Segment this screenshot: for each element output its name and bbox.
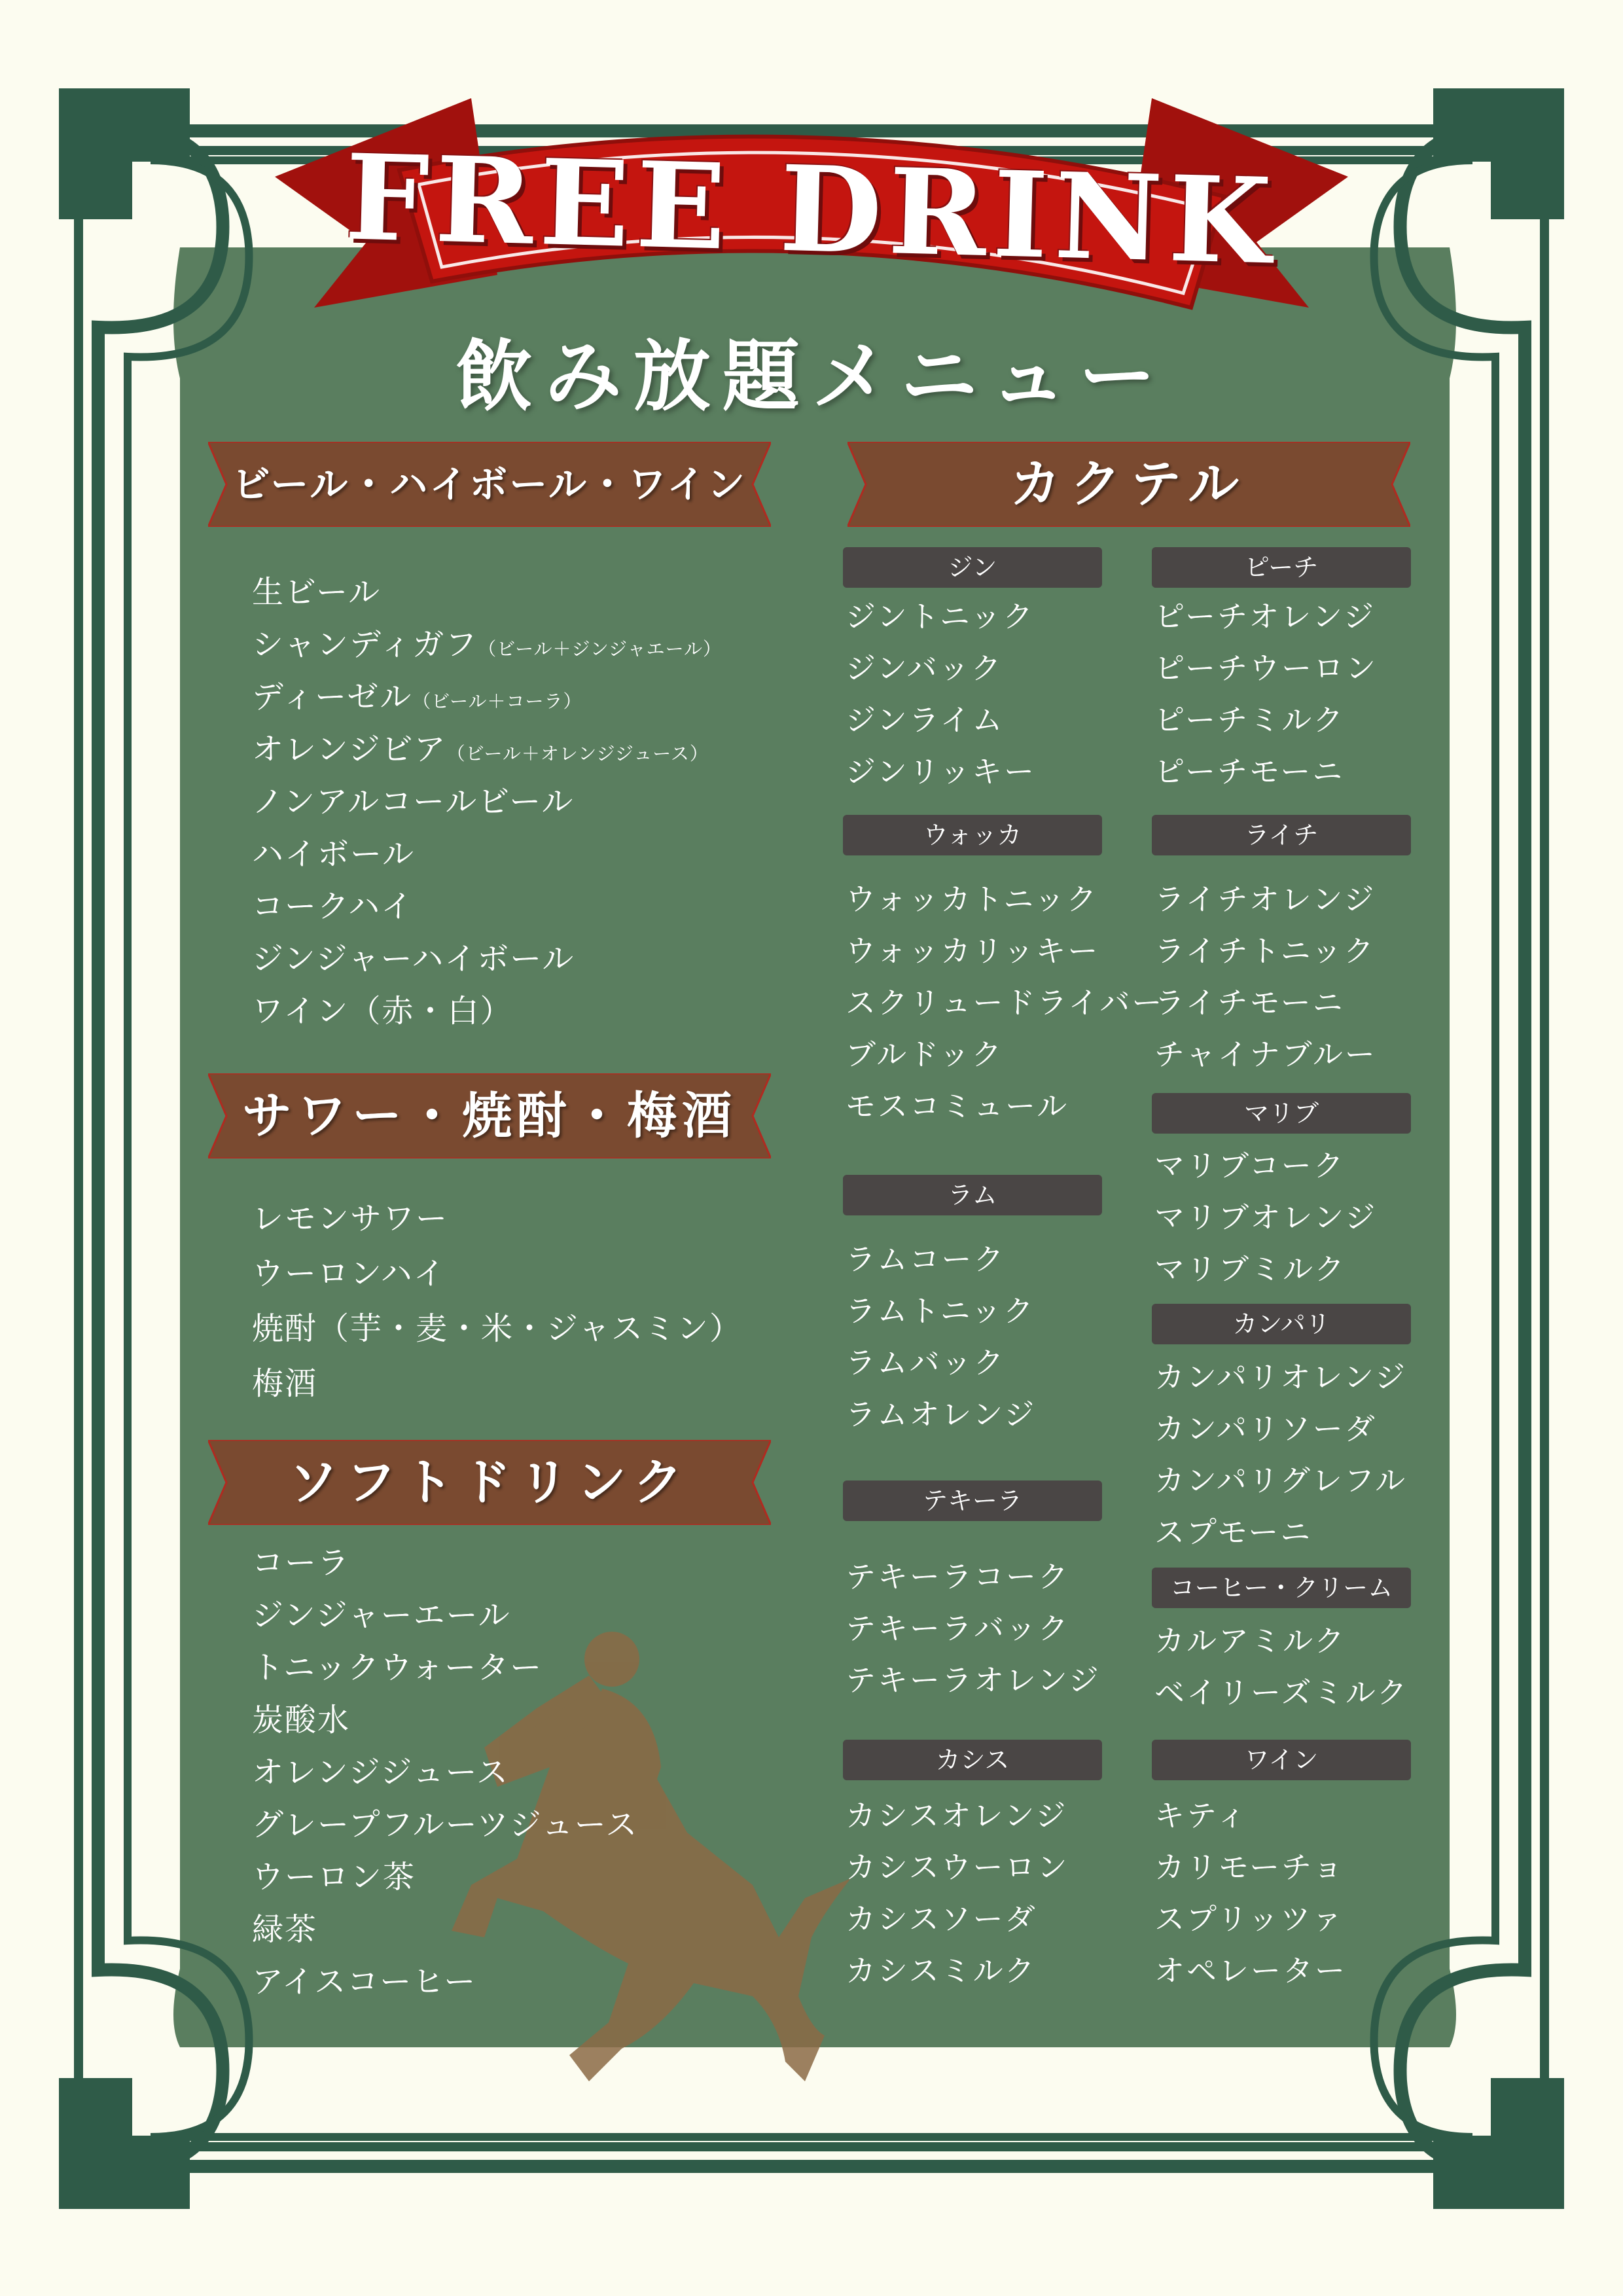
list-item: ウーロン茶 (252, 1859, 416, 1895)
list-item: ラムバック (846, 1345, 1006, 1380)
banner-cocktail-label: カクテル (1009, 455, 1249, 514)
category-peach-items (1154, 591, 1378, 798)
list-item: ラムトニック (846, 1293, 1035, 1329)
banner-soft (208, 1440, 771, 1525)
beer-list (252, 566, 722, 1037)
list-item: トニックウォーター (252, 1649, 543, 1686)
list-item: ライチモーニ (1154, 985, 1345, 1020)
list-item: テキーラバック (846, 1611, 1070, 1646)
banner-soft-label: ソフトドリンク (288, 1453, 691, 1511)
list-item: ジンライム (846, 702, 1005, 738)
banner-cocktail (847, 442, 1410, 527)
category-wine: ワイン (1152, 1740, 1411, 1780)
category-lychee: ライチ (1152, 815, 1411, 855)
list-item: カンパリオレンジ (1154, 1359, 1408, 1395)
list-item: マリブミルク (1154, 1251, 1347, 1287)
list-item: ウォッカトニック (846, 882, 1099, 917)
list-item: オレンジジュース (252, 1754, 510, 1791)
list-item: カシスオレンジ (846, 1798, 1068, 1833)
list-item: ピーチミルク (1154, 702, 1346, 738)
category-coffee-cream-items (1154, 1615, 1409, 1719)
category-cassis: カシス (843, 1740, 1102, 1780)
list-item: スプモーニ (1154, 1515, 1313, 1550)
category-tequila: テキーラ (843, 1480, 1102, 1521)
list-item: 炭酸水 (252, 1702, 351, 1738)
list-item: スクリュードライバー (846, 985, 1164, 1020)
category-coffee-cream: コーヒー・クリーム (1152, 1568, 1411, 1608)
list-item: ベイリーズミルク (1154, 1675, 1409, 1710)
list-item: カリモーチョ (1154, 1850, 1345, 1885)
list-item: ジンバック (846, 651, 1003, 686)
list-item: ピーチオレンジ (1154, 599, 1376, 634)
list-item: シャンディガフ（ビール＋ジンジャエール） (252, 626, 722, 663)
list-item: マリブオレンジ (1154, 1200, 1378, 1235)
category-rum: ラム (843, 1175, 1102, 1215)
category-gin: ジン (843, 547, 1102, 588)
list-item: カルアミルク (1154, 1623, 1347, 1659)
list-item: ジンリッキー (846, 754, 1037, 789)
list-item: ハイボール (252, 836, 416, 872)
list-item: ピーチモーニ (1154, 754, 1345, 789)
list-item: ワイン（赤・白） (252, 993, 513, 1030)
list-item: ブルドック (846, 1037, 1004, 1072)
list-item: ジンジャーエール (252, 1597, 511, 1634)
soft-list (252, 1537, 638, 2008)
list-item: オペレーター (1154, 1953, 1347, 1988)
list-item: モスコミュール (846, 1088, 1069, 1124)
banner-sour (208, 1073, 771, 1158)
list-item: マリブコーク (1154, 1148, 1346, 1183)
category-wine-items (1154, 1790, 1347, 1997)
category-campari: カンパリ (1152, 1304, 1411, 1344)
list-item: 緑茶 (252, 1911, 318, 1948)
category-vodka-items (846, 874, 1164, 1132)
category-cassis-items (846, 1790, 1069, 1997)
banner-beer-label: ビール・ハイボール・ワイン (232, 462, 747, 507)
banner-beer (208, 442, 771, 527)
list-item: コーラ (252, 1545, 351, 1581)
category-rum-items (846, 1234, 1036, 1441)
category-gin-items (846, 591, 1036, 798)
list-item: ライチトニック (1154, 933, 1376, 969)
list-item: ノンアルコールビール (252, 783, 575, 820)
list-item: 生ビール (252, 574, 382, 611)
list-item: ウォッカリッキー (846, 933, 1100, 969)
page-title: 飲み放題メニュー (455, 331, 1168, 422)
list-item: テキーラオレンジ (846, 1662, 1101, 1698)
list-item: ジントニック (846, 599, 1035, 634)
list-item: 梅酒 (252, 1365, 318, 1402)
category-lychee-items (1154, 874, 1377, 1081)
category-vodka: ウォッカ (843, 815, 1102, 855)
list-item: カシスソーダ (846, 1901, 1037, 1937)
category-malibu-items (1154, 1140, 1377, 1295)
list-item: ライチオレンジ (1154, 882, 1376, 917)
list-item: カンパリグレフル (1154, 1463, 1408, 1498)
list-item: 焼酎（芋・麦・米・ジャスミン） (252, 1310, 743, 1347)
category-peach: ピーチ (1152, 547, 1411, 588)
list-item: カンパリソーダ (1154, 1411, 1377, 1446)
list-item: ジンジャーハイボール (252, 941, 575, 977)
category-tequila-items (846, 1551, 1101, 1706)
list-item: カシスウーロン (846, 1850, 1069, 1885)
ribbon-title: FREE DRINK (343, 128, 1280, 291)
list-item: レモンサワー (252, 1200, 449, 1237)
list-item: オレンジビア（ビール＋オレンジジュース） (252, 731, 709, 768)
list-item: カシスミルク (846, 1953, 1037, 1988)
list-item: ウーロンハイ (252, 1255, 446, 1292)
list-item: ラムコーク (846, 1242, 1006, 1277)
sour-list (252, 1191, 742, 1411)
list-item: アイスコーヒー (252, 1964, 477, 2000)
category-malibu: マリブ (1152, 1093, 1411, 1134)
category-campari-items (1154, 1352, 1407, 1558)
list-item: ディーゼル（ビール＋コーラ） (252, 679, 582, 715)
list-item: ピーチウーロン (1154, 651, 1378, 686)
list-item: チャイナブルー (1154, 1037, 1377, 1072)
list-item: コークハイ (252, 888, 414, 925)
list-item: スプリッツァ (1154, 1901, 1344, 1937)
list-item: キティ (1154, 1798, 1249, 1833)
list-item: グレープフルーツジュース (252, 1806, 639, 1843)
banner-sour-label: サワー・焼酎・梅酒 (242, 1086, 737, 1145)
list-item: テキーラコーク (846, 1559, 1070, 1594)
list-item: ラムオレンジ (846, 1397, 1037, 1432)
